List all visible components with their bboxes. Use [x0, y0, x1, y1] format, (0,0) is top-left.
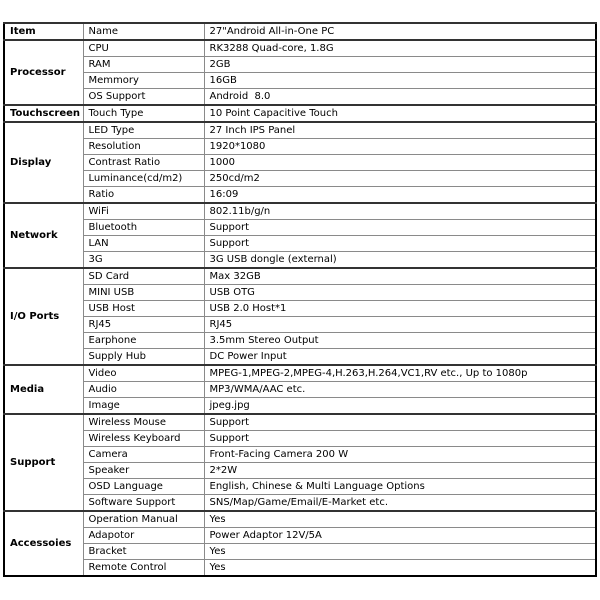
category-cell: Accessoies [4, 511, 83, 576]
table-row [4, 268, 596, 285]
spec-value-cell: 16GB [204, 73, 596, 89]
spec-value-cell: Support [204, 431, 596, 447]
spec-value-cell: 27 Inch IPS Panel [204, 122, 596, 139]
table-row [4, 559, 596, 576]
spec-value-cell: SNS/Map/Game/Email/E-Market etc. [204, 494, 596, 511]
table-row [4, 382, 596, 398]
table-row [4, 431, 596, 447]
spec-name-cell: 3G [83, 252, 204, 269]
table-row [4, 511, 596, 528]
category-cell: Item [4, 23, 83, 40]
table-row [4, 57, 596, 73]
table-row [4, 543, 596, 559]
spec-name-cell: Ratio [83, 187, 204, 204]
spec-value-cell: 16:09 [204, 187, 596, 204]
spec-value-cell: 1000 [204, 155, 596, 171]
spec-value-cell: RK3288 Quad-core, 1.8G [204, 40, 596, 57]
table-row [4, 139, 596, 155]
spec-value-cell: USB OTG [204, 285, 596, 301]
table-row [4, 317, 596, 333]
table-row [4, 414, 596, 431]
spec-name-cell: Luminance(cd/m2) [83, 171, 204, 187]
spec-value-cell: MP3/WMA/AAC etc. [204, 382, 596, 398]
spec-value-cell: English, Chinese & Multi Language Options [204, 478, 596, 494]
table-row [4, 252, 596, 269]
category-cell: Support [4, 414, 83, 511]
table-row [4, 332, 596, 348]
spec-value-cell: 250cd/m2 [204, 171, 596, 187]
spec-name-cell: LED Type [83, 122, 204, 139]
table-row [4, 462, 596, 478]
spec-value-cell: 3G USB dongle (external) [204, 252, 596, 269]
spec-name-cell: Contrast Ratio [83, 155, 204, 171]
table-row [4, 89, 596, 106]
table-row [4, 122, 596, 139]
spec-value-cell: 2GB [204, 57, 596, 73]
spec-name-cell: Software Support [83, 494, 204, 511]
spec-value-cell: Android 8.0 [204, 89, 596, 106]
spec-name-cell: MINI USB [83, 285, 204, 301]
table-row [4, 203, 596, 220]
spec-name-cell: RAM [83, 57, 204, 73]
spec-name-cell: Video [83, 365, 204, 382]
category-cell: Network [4, 203, 83, 268]
spec-name-cell: Memmory [83, 73, 204, 89]
table-row [4, 348, 596, 365]
spec-name-cell: Supply Hub [83, 348, 204, 365]
spec-value-cell: Support [204, 414, 596, 431]
table-row [4, 527, 596, 543]
spec-name-cell: Image [83, 397, 204, 414]
category-cell: Display [4, 122, 83, 203]
spec-value-cell: Yes [204, 543, 596, 559]
spec-name-cell: CPU [83, 40, 204, 57]
spec-name-cell: Wireless Keyboard [83, 431, 204, 447]
spec-value-cell: 27"Android All-in-One PC [204, 23, 596, 40]
table-row [4, 397, 596, 414]
spec-name-cell: Audio [83, 382, 204, 398]
spec-value-cell: 1920*1080 [204, 139, 596, 155]
spec-value-cell: 802.11b/g/n [204, 203, 596, 220]
spec-name-cell: Speaker [83, 462, 204, 478]
table-row [4, 478, 596, 494]
table-row [4, 105, 596, 122]
table-row [4, 187, 596, 204]
spec-value-cell: USB 2.0 Host*1 [204, 301, 596, 317]
spec-value-cell: Front-Facing Camera 200 W [204, 446, 596, 462]
spec-name-cell: Resolution [83, 139, 204, 155]
category-cell: Touchscreen [4, 105, 83, 122]
table-row [4, 236, 596, 252]
spec-value-cell: 10 Point Capacitive Touch [204, 105, 596, 122]
table-row [4, 220, 596, 236]
category-cell: I/O Ports [4, 268, 83, 365]
spec-name-cell: Camera [83, 446, 204, 462]
table-row [4, 155, 596, 171]
spec-name-cell: OS Support [83, 89, 204, 106]
spec-value-cell: MPEG-1,MPEG-2,MPEG-4,H.263,H.264,VC1,RV etc., Up to 1080p [204, 365, 596, 382]
spec-value-cell: Yes [204, 511, 596, 528]
spec-name-cell: SD Card [83, 268, 204, 285]
spec-value-cell: DC Power Input [204, 348, 596, 365]
spec-table-body [4, 23, 596, 576]
spec-name-cell: OSD Language [83, 478, 204, 494]
spec-name-cell: WiFi [83, 203, 204, 220]
spec-name-cell: Wireless Mouse [83, 414, 204, 431]
table-row [4, 23, 596, 40]
table-row [4, 446, 596, 462]
spec-value-cell: Yes [204, 559, 596, 576]
table-row [4, 73, 596, 89]
spec-value-cell: Power Adaptor 12V/5A [204, 527, 596, 543]
spec-name-cell: Adapotor [83, 527, 204, 543]
spec-value-cell: Support [204, 220, 596, 236]
spec-value-cell: jpeg.jpg [204, 397, 596, 414]
spec-name-cell: Name [83, 23, 204, 40]
category-cell: Processor [4, 40, 83, 105]
spec-name-cell: Bluetooth [83, 220, 204, 236]
spec-name-cell: Touch Type [83, 105, 204, 122]
spec-value-cell: RJ45 [204, 317, 596, 333]
spec-value-cell: 3.5mm Stereo Output [204, 332, 596, 348]
table-row [4, 301, 596, 317]
spec-table [3, 22, 597, 577]
spec-value-cell: 2*2W [204, 462, 596, 478]
table-row [4, 494, 596, 511]
spec-name-cell: Bracket [83, 543, 204, 559]
spec-value-cell: Support [204, 236, 596, 252]
table-row [4, 40, 596, 57]
spec-name-cell: Remote Control [83, 559, 204, 576]
spec-name-cell: USB Host [83, 301, 204, 317]
table-row [4, 285, 596, 301]
table-row [4, 171, 596, 187]
spec-name-cell: Operation Manual [83, 511, 204, 528]
spec-name-cell: RJ45 [83, 317, 204, 333]
spec-name-cell: Earphone [83, 332, 204, 348]
table-row [4, 365, 596, 382]
spec-name-cell: LAN [83, 236, 204, 252]
category-cell: Media [4, 365, 83, 414]
spec-value-cell: Max 32GB [204, 268, 596, 285]
